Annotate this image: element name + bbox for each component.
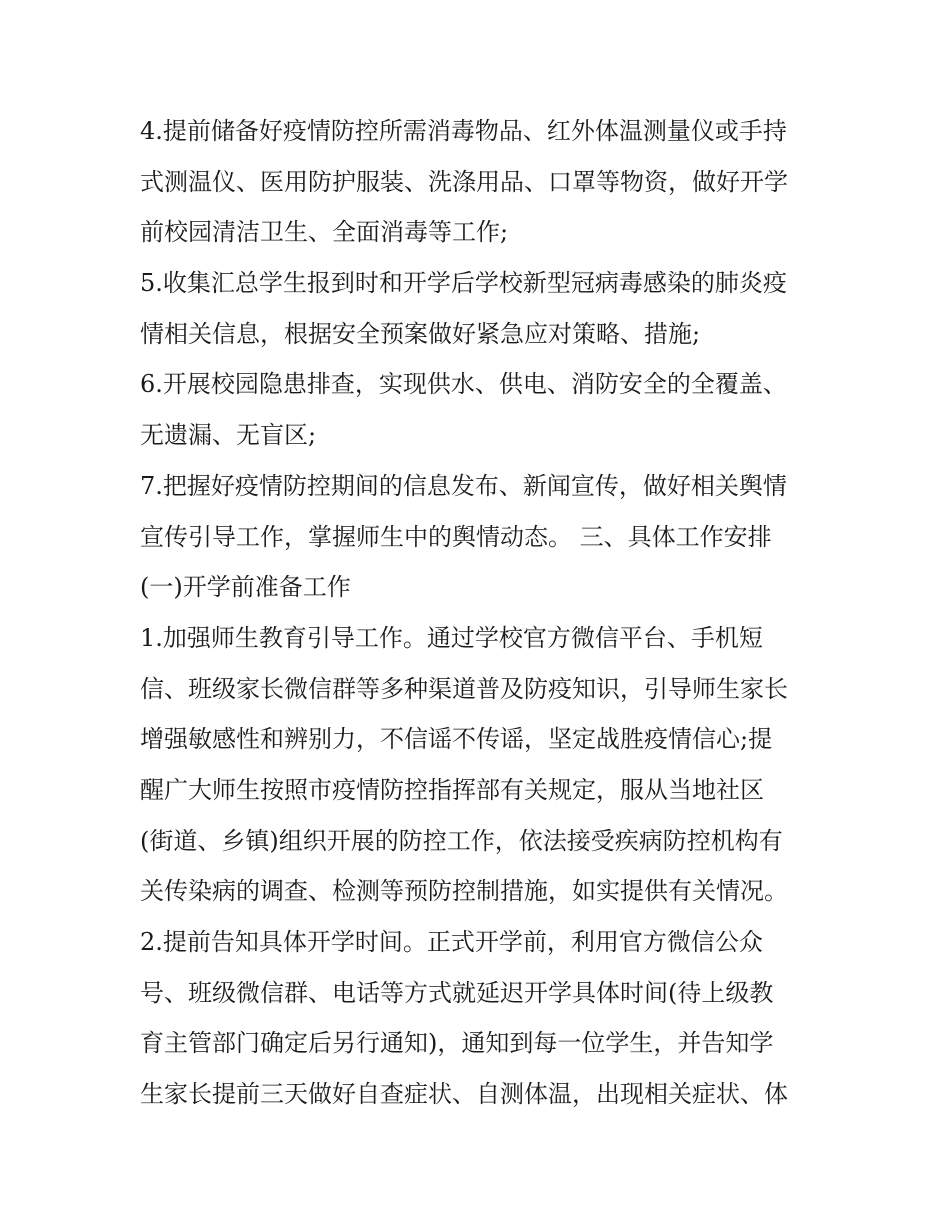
text-line: 信、班级家长微信群等多种渠道普及防疫知识，引导师生家长 (140, 674, 788, 703)
text-line: 生家长提前三天做好自查症状、自测体温，出现相关症状、体 (140, 1080, 788, 1109)
text-line: 前校园清洁卫生、全面消毒等工作; (140, 218, 509, 247)
text-line: 5.收集汇总学生报到时和开学后学校新型冠病毒感染的肺炎疫 (140, 269, 787, 298)
text-line: 4.提前储备好疫情防控所需消毒物品、红外体温测量仪或手持 (140, 117, 787, 145)
text-line: 育主管部门确定后另行通知)，通知到每一位学生，并告知学 (140, 1029, 774, 1058)
text-line: 无遗漏、无盲区; (140, 421, 317, 450)
text-line: 宣传引导工作，掌握师生中的舆情动态。 三、具体工作安排 (140, 522, 772, 551)
text-line: (街道、乡镇)组织开展的防控工作，依法接受疾病防控机构有 (140, 826, 783, 855)
text-line: 式测温仪、医用防护服装、洗涤用品、口罩等物资，做好开学 (140, 167, 788, 196)
text-line: 号、班级微信群、电话等方式就延迟开学具体时间(待上级教 (140, 978, 774, 1007)
document-body (140, 106, 830, 1120)
text-line: 2.提前告知具体开学时间。正式开学前，利用官方微信公众 (140, 928, 763, 956)
text-line: 增强敏感性和辨别力，不信谣不传谣，坚定战胜疫情信心;提 (140, 725, 773, 754)
text-line: (一)开学前准备工作 (140, 573, 351, 602)
text-line: 情相关信息，根据安全预案做好紧急应对策略、措施; (140, 319, 701, 348)
text-line: 1.加强师生教育引导工作。通过学校官方微信平台、手机短 (140, 623, 763, 652)
text-line: 醒广大师生按照市疫情防控指挥部有关规定，服从当地社区 (140, 775, 764, 804)
text-line: 关传染病的调查、检测等预防控制措施，如实提供有关情况。 (140, 877, 788, 906)
text-line: 7.把握好疫情防控期间的信息发布、新闻宣传，做好相关舆情 (140, 471, 787, 500)
text-line: 6.开展校园隐患排查，实现供水、供电、消防安全的全覆盖、 (140, 370, 787, 399)
